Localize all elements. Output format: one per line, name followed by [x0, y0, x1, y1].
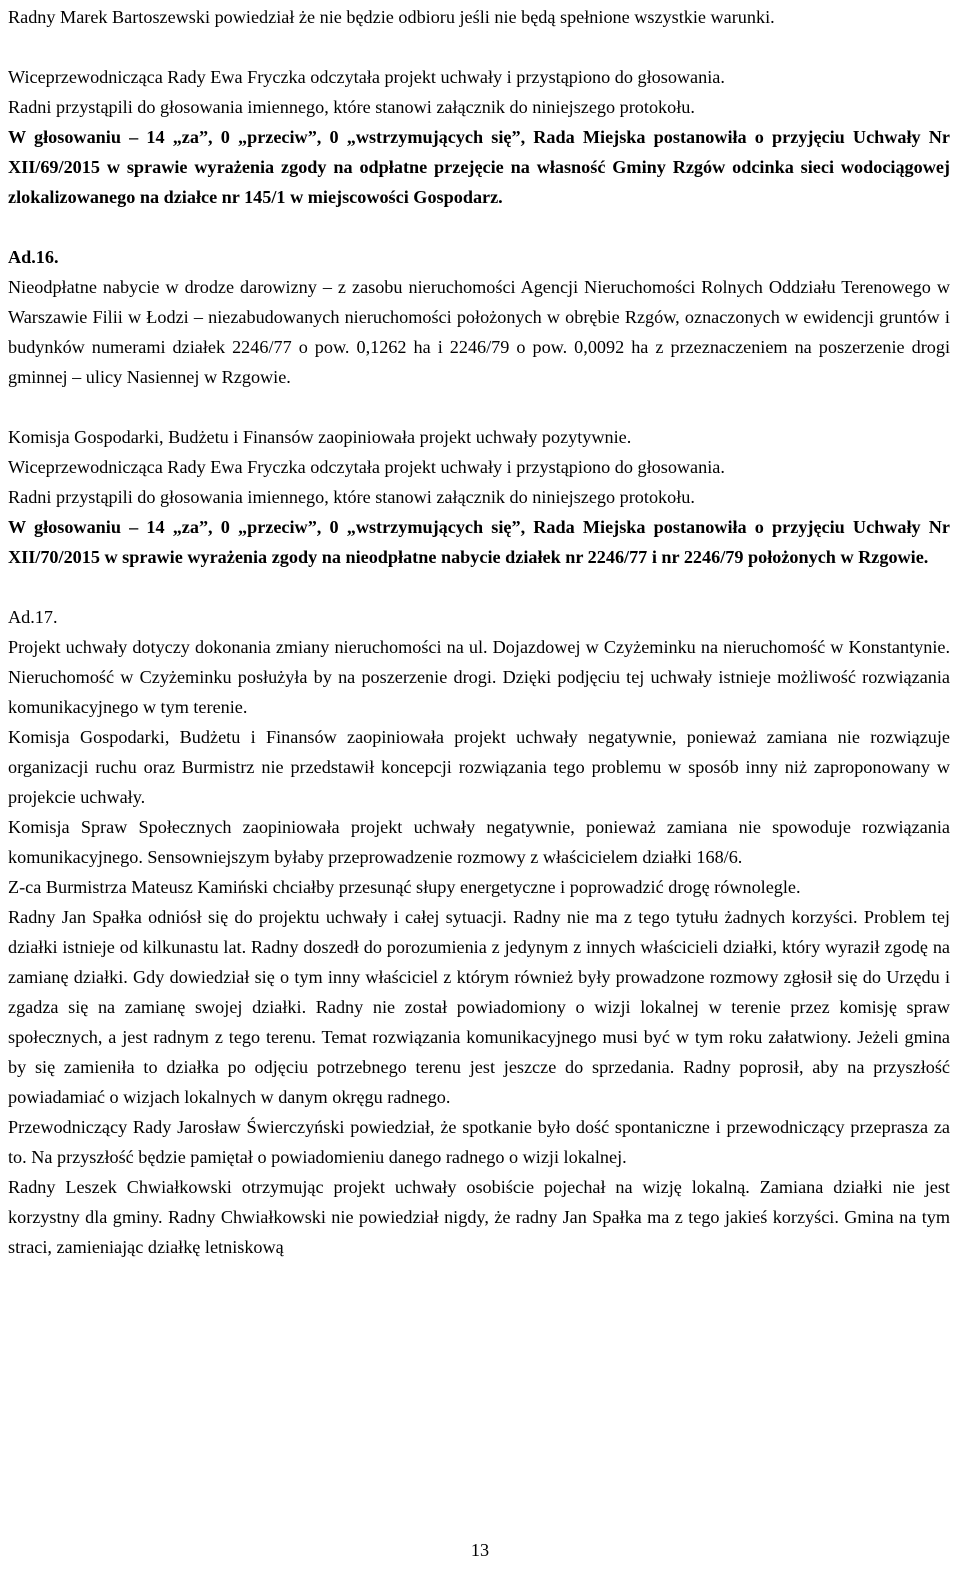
- paragraph-commission-finance-negative: Komisja Gospodarki, Budżetu i Finansów zaopiniowała projekt uchwały negatywnie, ponieważ zamiana nie rozwiązuje organizacji ruchu oraz Burmistrz nie przedstawił koncepcji rozwiązania tego problemu w sposób inny niż zaproponowany w projekcie uchwały.: [8, 727, 950, 807]
- paragraph-fryczka-reading-1: Wiceprzewodnicząca Rady Ewa Fryczka odczytała projekt uchwały i przystąpiono do głosowania.: [8, 67, 725, 87]
- page-number: 13: [470, 1540, 490, 1560]
- paragraph-fryczka-reading-2: Wiceprzewodnicząca Rady Ewa Fryczka odczytała projekt uchwały i przystąpiono do głosowania.: [8, 457, 725, 477]
- paragraph-kaminski: Z-ca Burmistrza Mateusz Kamiński chciałby przesunąć słupy energetyczne i poprowadzić drogę równolegle.: [8, 877, 801, 897]
- section-heading-ad16: Ad.16.: [8, 247, 59, 267]
- paragraph-voting-result-69: W głosowaniu – 14 „za”, 0 „przeciw”, 0 „wstrzymujących się”, Rada Miejska postanowiła o przyjęciu Uchwały Nr XII/69/2015 w sprawie wyrażenia zgody na odpłatne przejęcie na własność Gminy Rzgów odcinka sieci wodociągowej zlokalizowanego na działce nr 145/1 w miejscowości Gospodarz.: [8, 127, 950, 207]
- paragraph-commission-opinion-positive: Komisja Gospodarki, Budżetu i Finansów zaopiniowała projekt uchwały pozytywnie.: [8, 427, 632, 447]
- paragraph-ad17-description: Projekt uchwały dotyczy dokonania zmiany nieruchomości na ul. Dojazdowej w Czyżeminku na nieruchomość w Konstantynie. Nieruchomość w Czyżeminku posłużyła by na poszerzenie drogi. Dzięki podjęciu tej uchwały istnieje możliwość rozwiązania komunikacyjnego w tym terenie.: [8, 637, 950, 717]
- paragraph-ad16-description: Nieodpłatne nabycie w drodze darowizny – z zasobu nieruchomości Agencji Nieruchomości Rolnych Oddziału Terenowego w Warszawie Filii w Łodzi – niezabudowanych nieruchomości położonych w obrębie Rzgów, oznaczonych w ewidencji gruntów i budynków numerami działek 2246/77 o pow. 0,1262 ha i 2246/79 o pow. 0,0092 ha z przeznaczeniem na poszerzenie drogi gminnej – ulicy Nasiennej w Rzgowie.: [8, 277, 950, 387]
- section-heading-ad17: Ad.17.: [8, 607, 58, 627]
- paragraph-chwialkowski: Radny Leszek Chwiałkowski otrzymując projekt uchwały osobiście pojechał na wizję lokalną. Zamiana działki nie jest korzystny dla gminy. Radny Chwiałkowski nie powiedział nigdy, że radny Jan Spałka ma z tego jakieś korzyści. Gmina na tym straci, zamieniając działkę letniskową: [8, 1177, 950, 1257]
- paragraph-spalka: Radny Jan Spałka odniósł się do projektu uchwały i całej sytuacji. Radny nie ma z tego tytułu żadnych korzyści. Problem tej działki istnieje od kilkunastu lat. Radny doszedł do porozumienia z jedynym z innych właścicieli działki, który wyraził zgodę na zamianę działki. Gdy dowiedział się o tym inny właściciel z którym również były prowadzone rozmowy zgłosił się do Urzędu i zgadza się na zamianę swojej działki. Radny nie został powiadomiony o wizji lokalnej w terenie przez komisję spraw społecznych, a jest radnym z tego terenu. Temat rozwiązania komunikacyjnego musi być w tym roku załatwiony. Jeżeli gmina by się zamieniła to działka po odjęciu potrzebnego terenu jest jeszcze do sprzedania. Radny poprosił, aby na przyszłość powiadamiać o wizjach lokalnych w danym okręgu radnego.: [8, 907, 950, 1107]
- paragraph-bartoszewski: Radny Marek Bartoszewski powiedział że nie będzie odbioru jeśli nie będą spełnione wszystkie warunki.: [8, 7, 775, 27]
- paragraph-voting-procedure-1: Radni przystąpili do głosowania imiennego, które stanowi załącznik do niniejszego protokołu.: [8, 97, 695, 117]
- paragraph-commission-social-negative: Komisja Spraw Społecznych zaopiniowała projekt uchwały negatywnie, ponieważ zamiana nie spowoduje rozwiązania komunikacyjnego. Sensowniejszym byłaby przeprowadzenie rozmowy z właścicielem działki 168/6.: [8, 817, 950, 867]
- document-body: [8, 2, 950, 1262]
- paragraph-voting-result-70: W głosowaniu – 14 „za”, 0 „przeciw”, 0 „wstrzymujących się”, Rada Miejska postanowiła o przyjęciu Uchwały Nr XII/70/2015 w sprawie wyrażenia zgody na nieodpłatne nabycie działek nr 2246/77 i nr 2246/79 położonych w Rzgowie.: [8, 517, 950, 567]
- paragraph-voting-procedure-2: Radni przystąpili do głosowania imiennego, które stanowi załącznik do niniejszego protokołu.: [8, 487, 695, 507]
- paragraph-swierczynski: Przewodniczący Rady Jarosław Świerczyński powiedział, że spotkanie było dość spontaniczne i przewodniczący przeprasza za to. Na przyszłość będzie pamiętał o powiadomieniu danego radnego o wizji lokalnej.: [8, 1117, 950, 1167]
